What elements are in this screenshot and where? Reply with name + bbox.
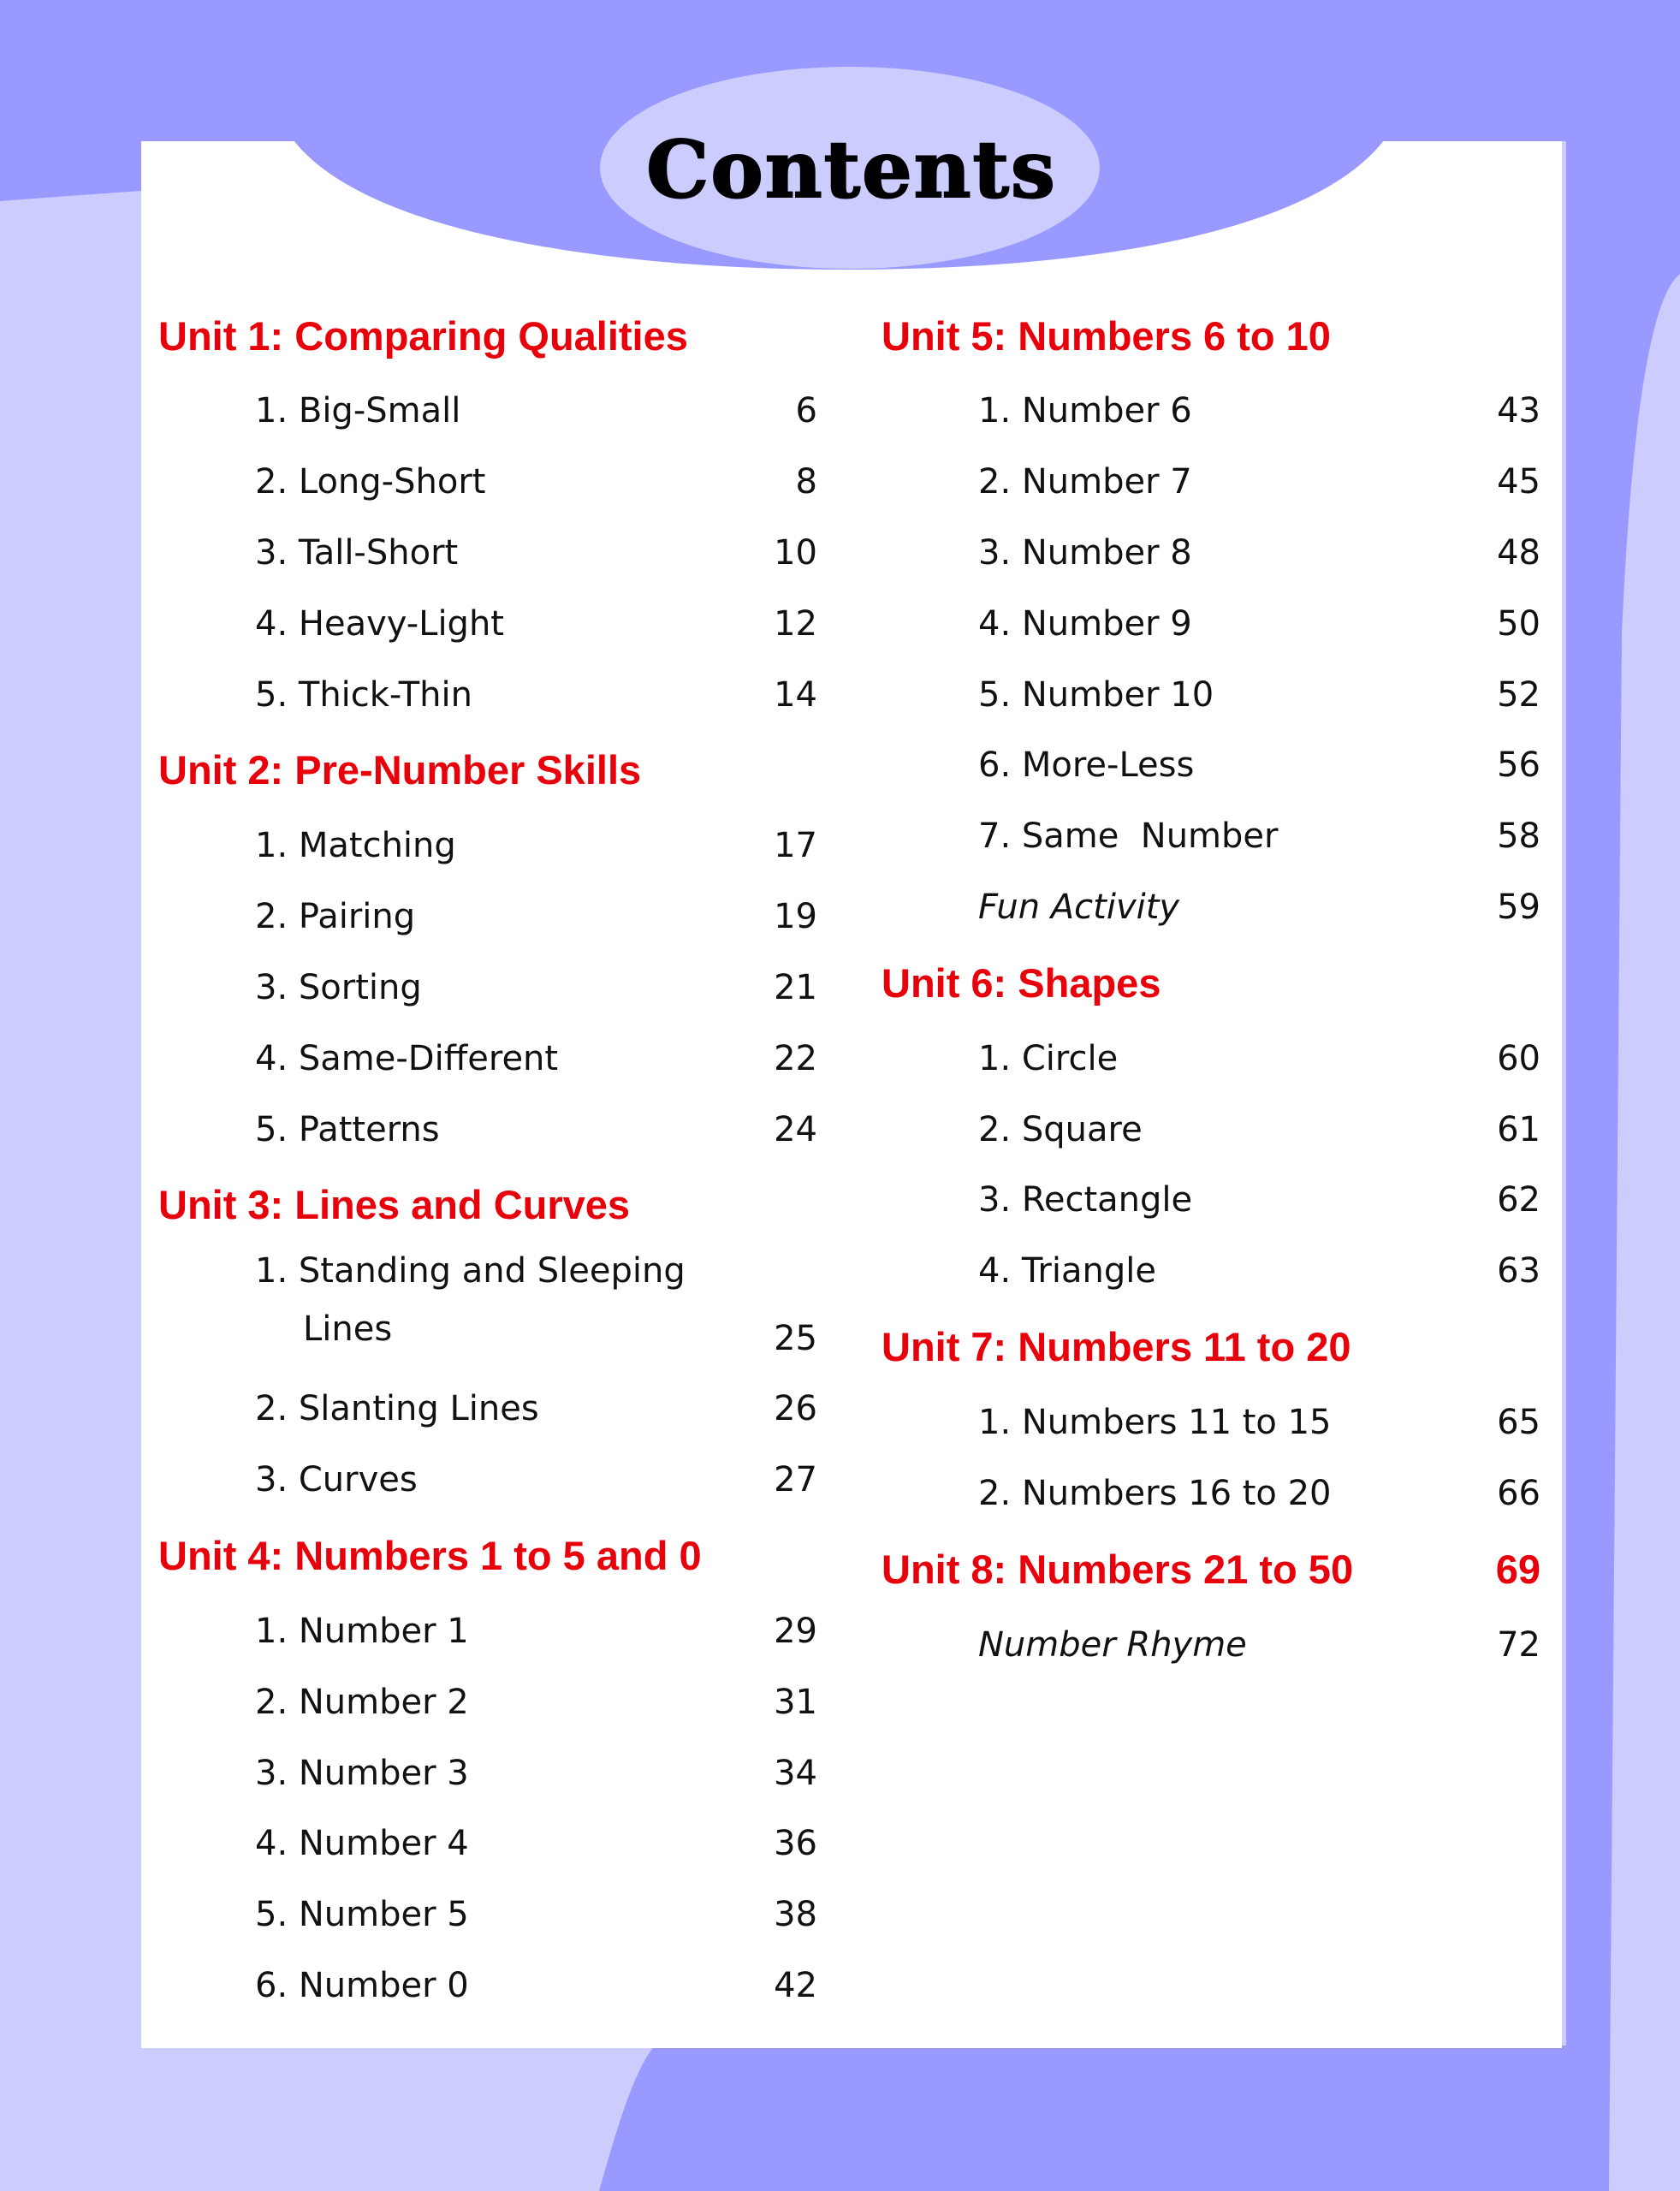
- item-label: 1. Big-Small: [255, 391, 461, 431]
- item-label: 7. Same Number: [978, 816, 1279, 857]
- list-item[interactable]: [158, 810, 817, 882]
- page-number: 22: [774, 1038, 817, 1078]
- page-number: 45: [1497, 462, 1540, 502]
- item-label: 2. Number 2: [255, 1682, 469, 1722]
- list-item[interactable]: [882, 1236, 1540, 1307]
- list-item[interactable]: [158, 953, 817, 1024]
- list-item[interactable]: [158, 882, 817, 953]
- unit-heading[interactable]: Unit 4: Numbers 1 to 5 and 0: [158, 1533, 702, 1579]
- page-number: 66: [1497, 1473, 1540, 1513]
- item-label: 4. Heavy-Light: [255, 603, 504, 644]
- list-item[interactable]: [882, 872, 1540, 943]
- list-item[interactable]: [882, 518, 1540, 589]
- page-number: 63: [1497, 1251, 1540, 1291]
- list-item[interactable]: [882, 801, 1540, 872]
- item-label: Number Rhyme: [978, 1624, 1247, 1665]
- list-item[interactable]: [882, 1165, 1540, 1236]
- item-label: 4. Same-Different: [255, 1038, 559, 1078]
- list-item[interactable]: [158, 1808, 817, 1879]
- unit-heading[interactable]: Unit 1: Comparing Qualities: [158, 312, 688, 359]
- list-item[interactable]: [158, 1094, 817, 1165]
- page-number: 72: [1497, 1624, 1540, 1665]
- item-label: 2. Numbers 16 to 20: [978, 1473, 1332, 1513]
- item-label: 3. Curves: [255, 1460, 418, 1500]
- page-number: 50: [1497, 603, 1540, 644]
- item-label-line1: 1. Standing and Sleeping: [255, 1250, 686, 1291]
- page-number: 17: [774, 826, 817, 866]
- unit-heading[interactable]: Unit 5: Numbers 6 to 10: [882, 312, 1331, 359]
- item-label: 2. Long-Short: [255, 462, 486, 502]
- page-number: 58: [1497, 816, 1540, 857]
- page-number: 62: [1497, 1180, 1540, 1220]
- list-item[interactable]: [882, 1023, 1540, 1094]
- list-item[interactable]: [882, 447, 1540, 518]
- item-label: 6. Number 0: [255, 1965, 469, 2005]
- unit-heading[interactable]: [882, 1529, 1540, 1609]
- list-item[interactable]: [882, 1387, 1540, 1458]
- item-label: [255, 1242, 686, 1358]
- page-number: 24: [774, 1109, 817, 1149]
- list-item[interactable]: [158, 1737, 817, 1808]
- page-number: 19: [774, 897, 817, 937]
- list-item[interactable]: [158, 1666, 817, 1737]
- item-label: 1. Numbers 11 to 15: [978, 1402, 1332, 1442]
- unit-heading[interactable]: Unit 3: Lines and Curves: [158, 1182, 631, 1228]
- page-number: 26: [774, 1389, 817, 1429]
- item-label: 5. Number 5: [255, 1895, 469, 1935]
- page-number: 34: [774, 1753, 817, 1793]
- item-label: 2. Pairing: [255, 897, 416, 937]
- list-item[interactable]: [158, 376, 817, 447]
- list-item[interactable]: [882, 659, 1540, 730]
- page-number: 52: [1497, 674, 1540, 715]
- item-label: 2. Number 7: [978, 462, 1192, 502]
- page-number: 29: [774, 1611, 817, 1651]
- list-item[interactable]: [158, 1374, 817, 1445]
- page-number: 56: [1497, 745, 1540, 786]
- left-column: [158, 295, 817, 2021]
- page-number: 61: [1497, 1109, 1540, 1149]
- item-label: 2. Slanting Lines: [255, 1389, 539, 1429]
- item-label: 5. Number 10: [978, 674, 1214, 715]
- list-item[interactable]: [158, 1951, 817, 2022]
- page-number: 42: [774, 1965, 817, 2005]
- list-item[interactable]: [882, 1609, 1540, 1680]
- title-oval: [599, 68, 1104, 270]
- item-label: 3. Sorting: [255, 967, 422, 1007]
- page-number: 60: [1497, 1038, 1540, 1078]
- list-item[interactable]: [882, 730, 1540, 801]
- list-item[interactable]: [158, 1445, 817, 1516]
- item-label: Fun Activity: [978, 887, 1180, 927]
- list-item[interactable]: [158, 1879, 817, 1951]
- unit-heading[interactable]: Unit 7: Numbers 11 to 20: [882, 1324, 1351, 1370]
- item-label: 6. More-Less: [978, 745, 1195, 786]
- page-number: 48: [1497, 532, 1540, 573]
- item-label: 1. Circle: [978, 1038, 1119, 1078]
- item-label: 1. Matching: [255, 826, 456, 866]
- list-item[interactable]: [158, 518, 817, 589]
- item-label: 3. Number 3: [255, 1753, 469, 1793]
- page-number: 21: [774, 967, 817, 1007]
- item-label: 2. Square: [978, 1109, 1143, 1149]
- page-number: 8: [795, 462, 817, 502]
- list-item[interactable]: [158, 1596, 817, 1667]
- item-label: 4. Number 4: [255, 1824, 469, 1864]
- page-number: 65: [1497, 1402, 1540, 1442]
- page-number: 59: [1497, 887, 1540, 927]
- page-number: 36: [774, 1824, 817, 1864]
- page-title: Contents: [646, 123, 1057, 216]
- item-label: 4. Number 9: [978, 603, 1192, 644]
- item-label: 1. Number 1: [255, 1611, 469, 1651]
- page-number: 31: [774, 1682, 817, 1722]
- page-number: 38: [774, 1895, 817, 1935]
- unit-heading[interactable]: Unit 6: Shapes: [882, 959, 1161, 1006]
- list-item[interactable]: [882, 1094, 1540, 1165]
- page-number: 10: [774, 532, 817, 573]
- list-item[interactable]: [158, 1023, 817, 1094]
- unit-heading[interactable]: Unit 2: Pre-Number Skills: [158, 747, 642, 793]
- right-column: [882, 295, 1540, 1680]
- list-item[interactable]: [158, 1245, 817, 1374]
- item-label: 3. Rectangle: [978, 1180, 1193, 1220]
- unit-page-number: 69: [1495, 1546, 1540, 1592]
- page-number: 12: [774, 603, 817, 644]
- list-item[interactable]: [882, 376, 1540, 447]
- page-number: 14: [774, 674, 817, 715]
- item-label: 3. Number 8: [978, 532, 1192, 573]
- item-label: 3. Tall-Short: [255, 532, 459, 573]
- item-label: 4. Triangle: [978, 1251, 1156, 1291]
- unit-heading-label: Unit 8: Numbers 21 to 50: [882, 1546, 1354, 1592]
- item-label: 5. Patterns: [255, 1109, 440, 1149]
- page-number: 27: [774, 1460, 817, 1500]
- list-item[interactable]: [882, 1458, 1540, 1529]
- item-label-line2: Lines: [303, 1309, 393, 1349]
- list-item[interactable]: [158, 659, 817, 730]
- item-label: 5. Thick-Thin: [255, 674, 472, 715]
- item-label: 1. Number 6: [978, 391, 1192, 431]
- page-number: 6: [795, 391, 817, 431]
- page-number: 43: [1497, 391, 1540, 431]
- page-number: 25: [774, 1318, 817, 1358]
- list-item[interactable]: [158, 588, 817, 659]
- list-item[interactable]: [882, 588, 1540, 659]
- list-item[interactable]: [158, 447, 817, 518]
